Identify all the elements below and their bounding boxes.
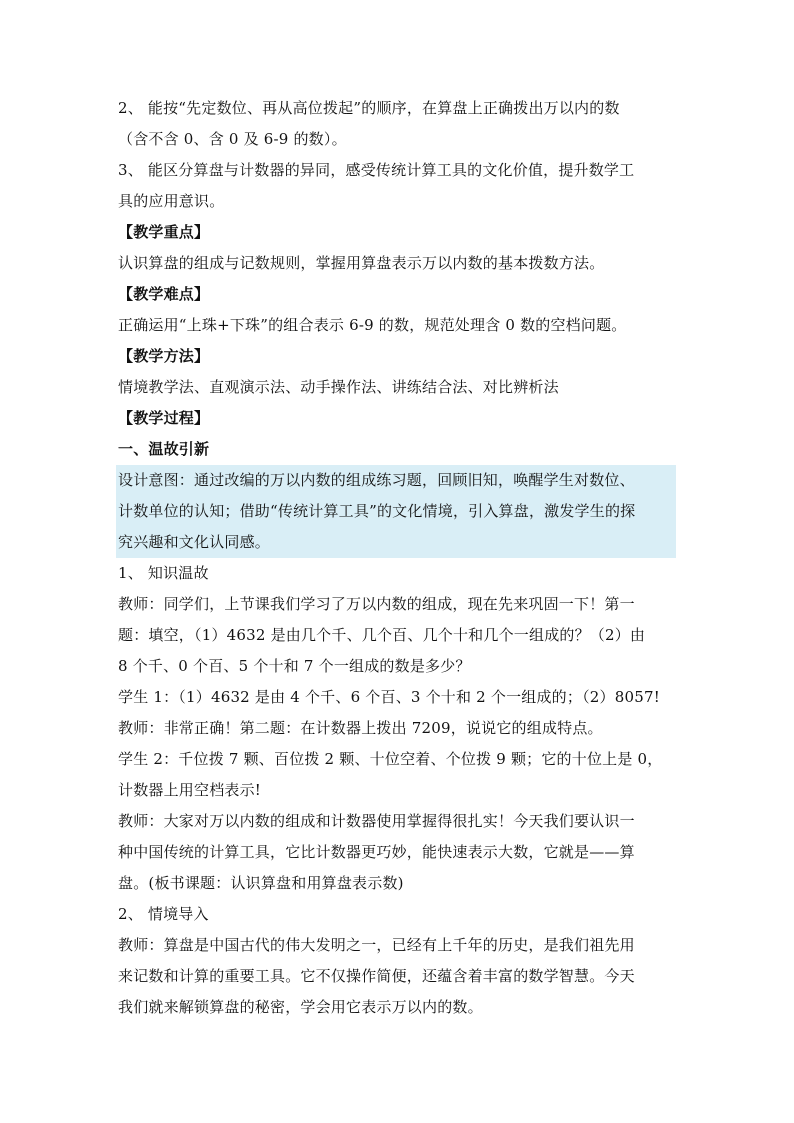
objective-2-line-1: 2、 能按“先定数位、再从高位拨起”的顺序，在算盘上正确拨出万以内的数 (118, 99, 620, 117)
dialogue-line: 题：填空，（1）4632 是由几个千、几个百、几个十和几个一组成的？（2）由 (118, 626, 646, 644)
key-points-heading: 【教学重点】 (118, 223, 210, 241)
dialogue-line: 计数器上用空档表示! (118, 781, 262, 799)
lesson-plan-content (118, 93, 676, 1023)
intro-line: 教师：算盘是中国古代的伟大发明之一，已经有上千年的历史，是我们祖先用 (118, 936, 635, 954)
design-intent-line: 计数单位的认知；借助“传统计算工具”的文化情境，引入算盘，激发学生的探 (118, 502, 636, 520)
objective-3-line-2: 具的应用意识。 (118, 192, 225, 210)
dialogue-line: 学生 1：（1）4632 是由 4 个千、6 个百、3 个十和 2 个一组成的；（2）8057! (118, 688, 660, 706)
intro-line: 我们就来解锁算盘的秘密，学会用它表示万以内的数。 (118, 998, 483, 1016)
dialogue-line: 教师：同学们，上节课我们学习了万以内数的组成，现在先来巩固一下！第一 (118, 595, 635, 613)
design-intent-line: 设计意图：通过改编的万以内数的组成练习题，回顾旧知，唤醒学生对数位、 (118, 471, 635, 489)
subsection-2-title: 2、 情境导入 (118, 905, 209, 923)
methods-heading: 【教学方法】 (118, 347, 210, 365)
dialogue-line: 教师：大家对万以内数的组成和计数器使用掌握得很扎实！今天我们要认识一 (118, 812, 635, 830)
objective-3-line-1: 3、 能区分算盘与计数器的异同，感受传统计算工具的文化价值，提升数学工 (118, 161, 635, 179)
dialogue-line: 8 个千、0 个百、5 个十和 7 个一组成的数是多少？ (118, 657, 471, 675)
section-1-title: 一、温故引新 (118, 440, 210, 458)
design-intent-line: 究兴趣和文化认同感。 (118, 533, 271, 551)
difficulties-text: 正确运用“上珠+下珠”的组合表示 6-9 的数，规范处理含 0 数的空档问题。 (118, 316, 627, 334)
dialogue-line: 教师：非常正确！第二题：在计数器上拨出 7209，说说它的组成特点。 (118, 719, 603, 737)
key-points-text: 认识算盘的组成与记数规则，掌握用算盘表示万以内数的基本拨数方法。 (118, 254, 605, 272)
subsection-1-title: 1、 知识温故 (118, 564, 209, 582)
dialogue-line: 种中国传统的计算工具，它比计数器更巧妙，能快速表示大数，它就是——算 (118, 843, 635, 861)
process-heading: 【教学过程】 (118, 409, 210, 427)
objective-2-line-2: （含不含 0、含 0 及 6-9 的数）。 (118, 130, 347, 148)
difficulties-heading: 【教学难点】 (118, 285, 210, 303)
dialogue-line: 学生 2：千位拨 7 颗、百位拨 2 颗、十位空着、个位拨 9 颗；它的十位上是 0， (118, 750, 663, 768)
intro-line: 来记数和计算的重要工具。它不仅操作简便，还蕴含着丰富的数学智慧。今天 (118, 967, 635, 985)
methods-text: 情境教学法、直观演示法、动手操作法、讲练结合法、对比辨析法 (118, 378, 559, 396)
design-intent-block (116, 465, 676, 558)
dialogue-line: 盘。(板书课题：认识算盘和用算盘表示数) (118, 874, 404, 892)
